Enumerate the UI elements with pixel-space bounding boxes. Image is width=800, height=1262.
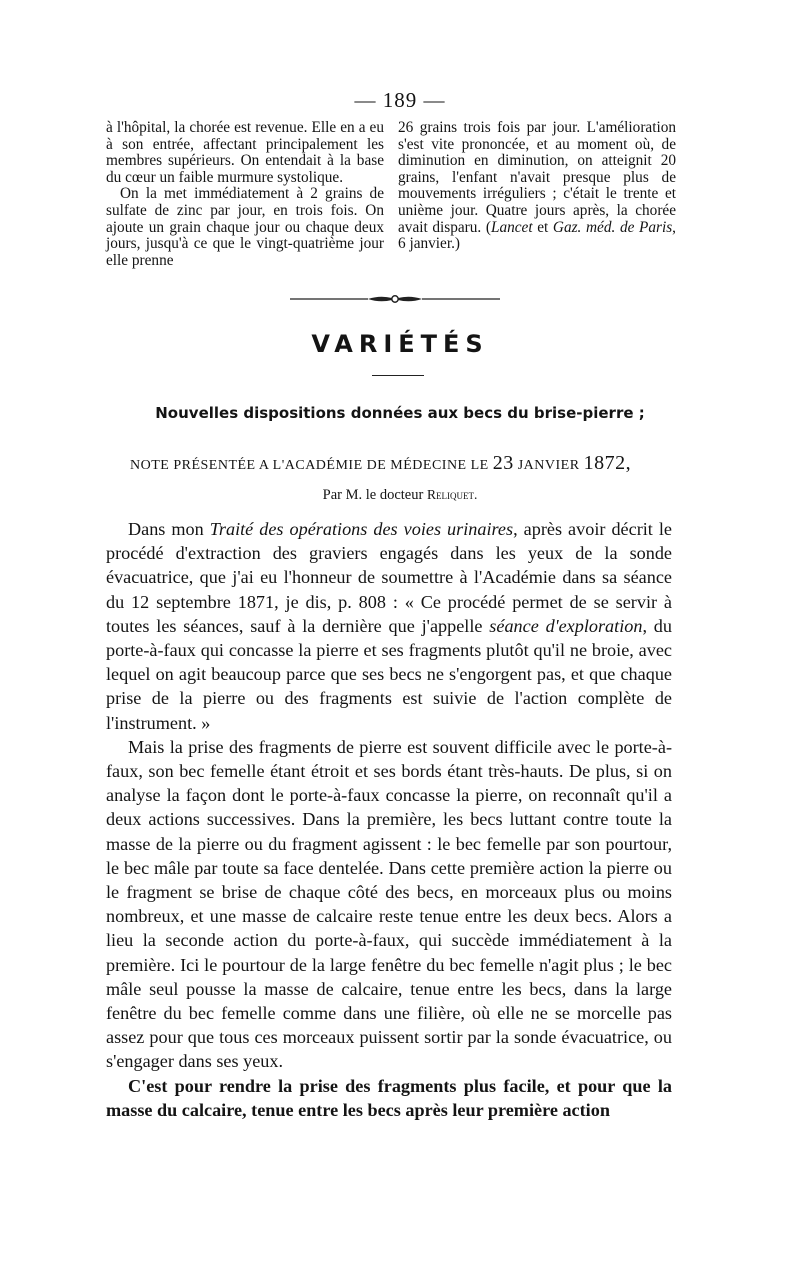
- note-year: 1872,: [583, 452, 632, 474]
- left-column-paragraph: à l'hôpital, la chorée est revenue. Elle en a eu à son entrée, affectant principalement les membres supérieurs. On entendait à la base du cœur un faible murmure systolique.: [106, 119, 384, 186]
- author-line: [0, 487, 800, 504]
- term-seance-exploration: séance d'exploration: [489, 615, 643, 636]
- body-paragraph: C'est pour rendre la prise des fragments plus facile, et pour que la masse du calcaire, tenue entre les becs après leur première action: [106, 1075, 672, 1120]
- author-name: Reliquet.: [426, 487, 478, 502]
- right-column-text: et: [532, 218, 553, 236]
- citation-lancet: Lancet: [490, 218, 533, 236]
- right-column: [398, 120, 676, 269]
- two-column-section: [106, 120, 676, 269]
- citation-gazette: Gaz. méd. de Paris: [552, 218, 673, 236]
- note-line: [130, 452, 680, 475]
- article-body: [106, 517, 672, 1122]
- body-text: , après avoir décrit le procédé d'extraction des graviers engagés dans les yeux de la sonde évacuatrice, que j'ai eu l'honneur de soumettre à l'Académie dans sa séance du 12 septembre 1871, je dis, p. 808 : « Ce procédé permet de se servir à toutes les séances, sauf à la dernière que j'appelle: [106, 519, 673, 636]
- left-column-paragraph: On la met immédiatement à 2 grains de sulfate de zinc par jour, en trois fois. On ajoute un grain chaque jour ou chaque deux jours, jusqu'à ce que le vingt-quatrième jour elle prenne: [106, 185, 384, 269]
- title-rule: [372, 375, 424, 376]
- body-text: , du porte-à-faux qui concasse la pierre et ses fragments plutôt qu'il ne broie, avec lequel on agit beaucoup parce que ses becs ne s'engorgent pas, et que chaque prise de la pierre ou des fragments est suivie de l'action complète de l'instrument. »: [106, 615, 672, 733]
- right-column-paragraph: [398, 120, 676, 253]
- section-title: VARIÉTÉS: [311, 330, 489, 358]
- article-title: Nouvelles dispositions données aux becs du brise-pierre ;: [155, 404, 645, 422]
- note-prefix: NOTE PRÉSENTÉE A L'ACADÉMIE DE MÉDECINE LE: [130, 458, 489, 473]
- body-paragraph: [106, 517, 672, 735]
- body-text: Dans mon: [128, 519, 210, 539]
- note-month: JANVIER: [517, 458, 580, 473]
- left-column: [106, 120, 384, 269]
- note-day: 23: [492, 452, 514, 474]
- right-column-text: , 6 janvier.): [398, 218, 676, 253]
- body-paragraph: Mais la prise des fragments de pierre est souvent difficile avec le porte-à-faux, son bec femelle étant étroit et ses bords étant très-hauts. De plus, si on analyse la façon dont le porte-à-faux concasse la pierre, on reconnaît qu'il a deux actions successives. Dans la première, les becs luttant contre toute la masse de la pierre ou du fragment agissent : le bec femelle par son pourtour, le bec mâle par toute sa face dentelée. Dans cette première action la pierre ou le fragment se brise de chaque côté des becs, en morceaux plus ou moins nombreux, et une masse de calcaire reste tenue entre les deux becs. Alors a lieu la seconde action du porte-à-faux, qui succède immédiatement à la première. Ici le pourtour de la large fenêtre du bec femelle n'agit plus ; le bec mâle seul pousse la masse de calcaire, tenue entre les becs, dans la large fenêtre du bec femelle comme dans une filière, où elle ne se morcelle pas assez pour que tous ces morceaux puissent sortir par la sonde évacuatrice, ou s'engager dans ses yeux.: [106, 736, 672, 1072]
- author-prefix: Par M. le docteur: [322, 487, 424, 503]
- ornamental-divider: [290, 290, 500, 308]
- page-number: — 189 —: [354, 88, 446, 112]
- book-title: Traité des opérations des voies urinaires: [209, 519, 514, 539]
- right-column-text: 26 grains trois fois par jour. L'amélioration s'est vite prononcée, et au moment où, de diminution en diminution, on atteignit 20 grains, l'enfant n'avait presque plus de mouvements irréguliers ; c'était le trente et unième jour. Quatre jours après, la chorée avait disparu. (: [398, 119, 676, 236]
